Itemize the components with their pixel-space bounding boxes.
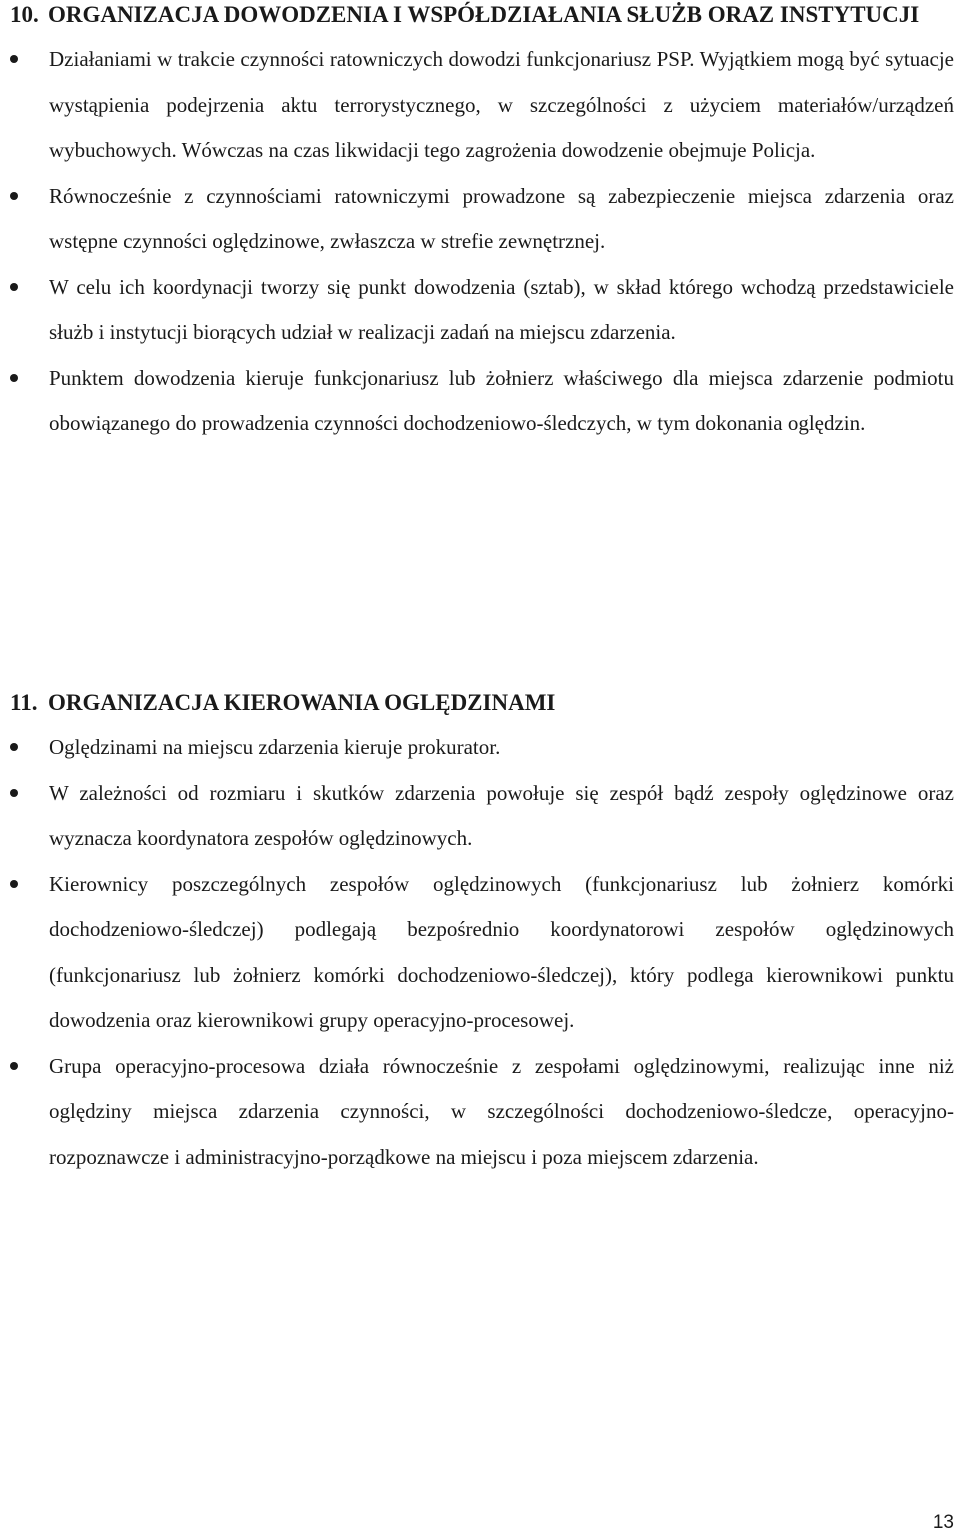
bullet-list [0,725,960,1180]
section-10 [0,0,960,447]
list-item-text: W celu ich koordynacji tworzy się punkt dowodzenia (sztab), w skład którego wchodzą przedstawiciele służb i instytucji biorących udział w realizacji zadań na miejscu zdarzenia. [49,274,954,344]
list-item [0,174,960,265]
section-title: ORGANIZACJA KIEROWANIA OGLĘDZINAMI [48,690,556,715]
list-item [0,356,960,447]
list-item [0,862,960,1044]
section-title: ORGANIZACJA DOWODZENIA I WSPÓŁDZIAŁANIA SŁUŻB ORAZ INSTYTUCJI [48,2,920,27]
list-item [0,265,960,356]
list-item [0,725,960,771]
list-item [0,771,960,862]
list-item-text: Działaniami w trakcie czynności ratowniczych dowodzi funkcjonariusz PSP. Wyjątkiem mogą być sytuacje wystąpienia podejrzenia aktu terrorystycznego, w szczególności z użyciem materiałów/urządzeń wybuchowych. Wówczas na czas likwidacji tego zagrożenia dowodzenie obejmuje Policja. [49,47,954,162]
section-number: 11. [10,690,38,715]
page-number: 13 [932,1512,954,1533]
bullet-icon [10,880,18,888]
bullet-icon [10,374,18,382]
section-heading [0,0,960,37]
section-11 [0,680,960,1180]
bullet-list [0,37,960,447]
list-item-text: W zależności od rozmiaru i skutków zdarzenia powołuje się zespół bądź zespoły oględzinowe oraz wyznacza koordynatora zespołów oględzinowych. [49,780,954,850]
list-item-text: Kierownicy poszczególnych zespołów oględzinowych (funkcjonariusz lub żołnierz komórki dochodzeniowo-śledczej) podlegają bezpośrednio koordynatorowi zespołów oględzinowych (funkcjonariusz lub żołnierz komórki dochodzeniowo-śledczej), który podlega kierownikowi punktu dowodzenia oraz kierownikowi grupy operacyjno-procesowej. [49,871,954,1032]
list-item-text: Równocześnie z czynnościami ratowniczymi prowadzone są zabezpieczenie miejsca zdarzenia oraz wstępne czynności oględzinowe, zwłaszcza w strefie zewnętrznej. [49,183,954,253]
bullet-icon [10,55,18,63]
list-item-text: Punktem dowodzenia kieruje funkcjonariusz lub żołnierz właściwego dla miejsca zdarzenie podmiotu obowiązanego do prowadzenia czynności dochodzeniowo-śledczych, w tym dokonania oględzin. [49,365,954,435]
list-item [0,1044,960,1181]
section-number: 10. [10,2,39,27]
section-heading [0,680,960,725]
bullet-icon [10,283,18,291]
bullet-icon [10,1062,18,1070]
bullet-icon [10,192,18,200]
list-item-text: Grupa operacyjno-procesowa działa równocześnie z zespołami oględzinowymi, realizując inne niż oględziny miejsca zdarzenia czynności, w szczególności dochodzeniowo-śledcze, operacyjno-rozpoznawcze i administracyjno-porządkowe na miejscu i poza miejscem zdarzenia. [49,1053,954,1169]
bullet-icon [10,743,18,751]
list-item-text: Oględzinami na miejscu zdarzenia kieruje prokurator. [49,735,501,759]
list-item [0,37,960,174]
bullet-icon [10,789,18,797]
